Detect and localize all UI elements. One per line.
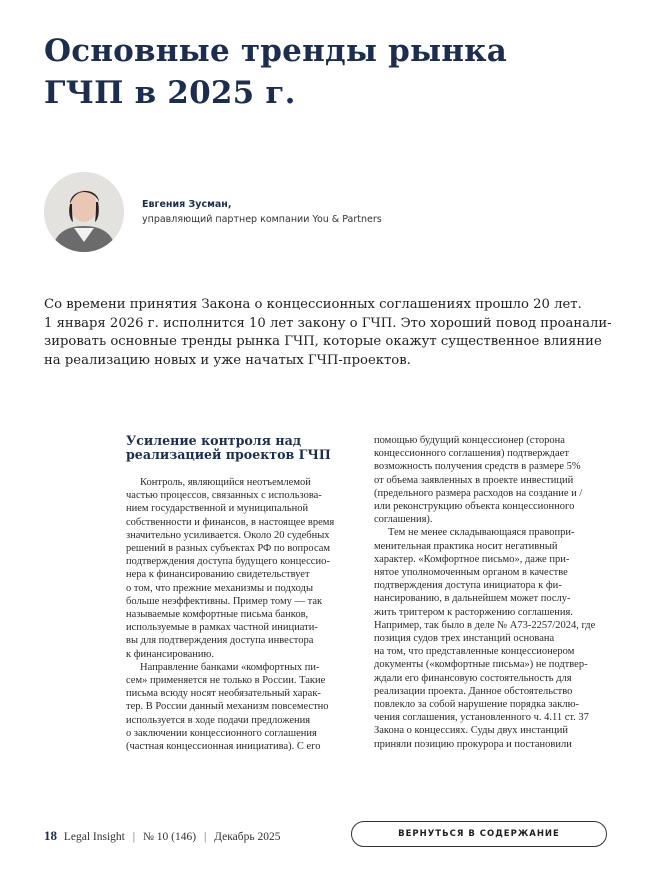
text-line: сем» применяется не только в России. Такие xyxy=(126,675,326,687)
text-line: характер. «Комфортное письмо», даже при- xyxy=(374,553,570,565)
text-line: используется в ходе подачи предложения xyxy=(126,714,311,726)
text-line: позиция судов трех инстанций основана xyxy=(374,633,555,645)
text-line: тер. В России данный механизм повсеместно xyxy=(126,701,329,713)
text-line: о заключении концессионного соглашения xyxy=(126,727,317,739)
lead-line: зировать основные тренды рынка ГЧП, которые окажут существенное влияние xyxy=(44,334,602,350)
text-line: реализации проекта. Данное обстоятельство xyxy=(374,685,573,697)
article-title xyxy=(44,30,604,114)
section-heading-line: реализацией проектов ГЧП xyxy=(126,447,331,462)
author-avatar xyxy=(44,172,124,252)
text-line: от объема заявленных в проекте инвестиций xyxy=(374,474,574,486)
text-line: значительно усиливается. Около 20 судебных xyxy=(126,529,330,541)
author-photo-icon xyxy=(44,172,124,252)
author-role: управляющий партнер компании You & Partners xyxy=(142,214,382,225)
text-line: менительная практика носит негативный xyxy=(374,540,558,552)
text-line: нием государственной и муниципальной xyxy=(126,503,309,515)
text-line: больше неэффективны. Пример тому — так xyxy=(126,595,323,607)
text-line: ждали его финансовую состоятельность для xyxy=(374,672,572,684)
text-line: (предельного размера расходов на создание и / xyxy=(374,487,583,499)
text-line: частью процессов, связанных с использова- xyxy=(126,490,322,502)
text-line: о том, что прежние механизмы и подходы xyxy=(126,582,314,594)
title-line: ГЧП в 2025 г. xyxy=(44,75,296,111)
text-line: (частная концессионная инициатива). С его xyxy=(126,741,321,753)
text-line: называемые комфортные письма банков, xyxy=(126,609,309,621)
paragraph xyxy=(126,661,366,753)
magazine-name: Legal Insight xyxy=(63,831,125,843)
back-to-contents-button[interactable]: ВЕРНУТЬСЯ В СОДЕРЖАНИЕ xyxy=(351,821,607,847)
text-line: жить триггером к расторжению соглашения. xyxy=(374,606,573,618)
issue-number: № 10 (146) xyxy=(142,831,197,843)
text-line: Например, так было в деле № А73-2257/2024, где xyxy=(374,619,596,631)
text-line: вы для подтверждения доступа инвестора xyxy=(126,635,314,647)
text-line: собственности и финансов, в настоящее время xyxy=(126,516,335,528)
text-line: чения соглашения, установленного ч. 4.11 ст. 37 xyxy=(374,712,589,724)
lead-line: Со времени принятия Закона о концессионных соглашениях прошло 20 лет. xyxy=(44,297,582,312)
text-line: возможность получения средств в размере 5% xyxy=(374,461,581,473)
text-line: документы («комфортные письма») не подтвер- xyxy=(374,659,588,671)
separator: | xyxy=(132,831,136,843)
text-line: нятое уполномоченным органом в качестве xyxy=(374,567,568,579)
text-line: повлекло за собой нарушение порядка заклю- xyxy=(374,699,579,711)
paragraph xyxy=(126,476,366,661)
text-line: используемые в рамках частной инициати- xyxy=(126,622,318,634)
paragraph xyxy=(374,526,614,750)
text-line: нера к финансированию свидетельствует xyxy=(126,569,310,581)
issue-date: Декабрь 2025 xyxy=(214,831,281,843)
lead-paragraph xyxy=(44,296,634,370)
text-line: нансированию, в дальнейшем может послу- xyxy=(374,593,571,605)
text-line: подтверждения доступа будущего концессио- xyxy=(126,556,330,568)
page-number: 18 xyxy=(44,828,57,843)
lead-line: 1 января 2026 г. исполнится 10 лет закону о ГЧП. Это хороший повод проанали- xyxy=(44,315,612,331)
text-line: Закона о концессиях. Суды двух инстанций xyxy=(374,725,568,737)
right-column xyxy=(374,434,614,751)
text-line: соглашения). xyxy=(374,514,433,526)
text-line: концессионного соглашения) подтверждает xyxy=(374,448,569,460)
paragraph xyxy=(374,434,614,526)
text-line: подтверждения доступа инициатора к фи- xyxy=(374,580,562,592)
text-line: письма всюду носят необязательный харак- xyxy=(126,688,321,700)
author-name: Евгения Зусман, xyxy=(142,199,232,210)
section-heading-line: Усиление контроля над xyxy=(126,433,302,448)
text-line: Направление банками «комфортных пи- xyxy=(140,661,320,673)
separator: | xyxy=(203,831,207,843)
text-line: приняли позицию прокурора и постановили xyxy=(374,738,572,750)
page-footer xyxy=(44,828,280,844)
text-line: на том, что представленные концессионером xyxy=(374,646,575,658)
section-heading xyxy=(126,434,366,462)
text-line: Тем не менее складывающаяся правопри- xyxy=(388,527,575,539)
text-line: решений в разных субъектах РФ по вопросам xyxy=(126,543,331,555)
text-line: Контроль, являющийся неотъемлемой xyxy=(140,477,311,488)
left-column xyxy=(126,434,366,753)
text-line: помощью будущий концессионер (сторона xyxy=(374,435,565,446)
title-line: Основные тренды рынка xyxy=(44,33,508,69)
text-line: или реконструкцию объекта концессионного xyxy=(374,501,575,513)
lead-line: на реализацию новых и уже начатых ГЧП-проектов. xyxy=(44,352,411,368)
text-line: к финансированию. xyxy=(126,648,215,660)
